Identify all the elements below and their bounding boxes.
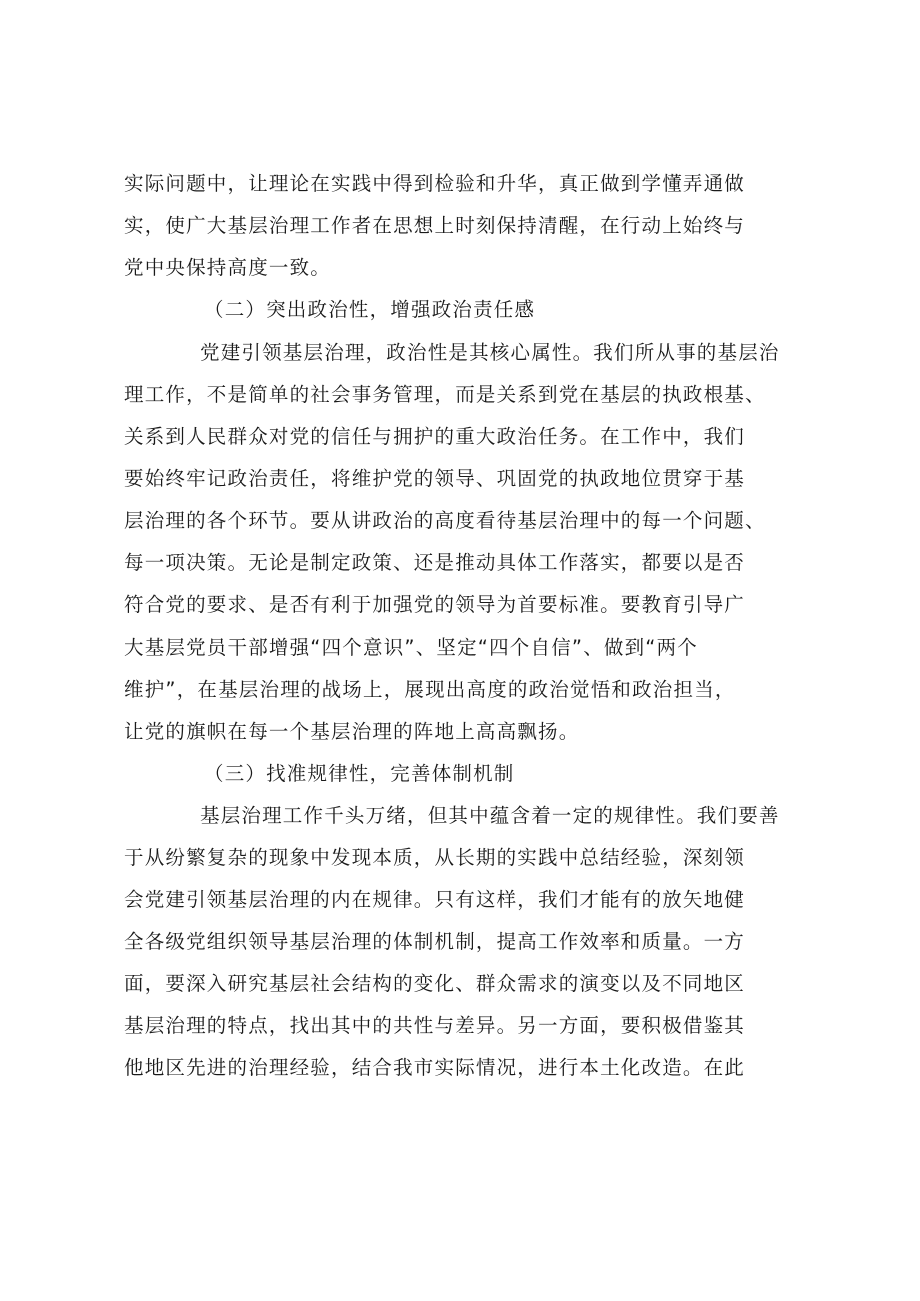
body-text-line: 符合党的要求、是否有利于加强党的领导为首要标准。要教育引导广 — [124, 593, 746, 616]
body-text-line: 大基层党员干部增强“四个意识”、坚定“四个自信”、做到“两个 — [124, 636, 699, 659]
section-heading-3: （三）找准规律性，完善体制机制 — [204, 762, 515, 785]
body-text-line: 于从纷繁复杂的现象中发现本质，从长期的实践中总结经验，深刻领 — [124, 846, 746, 869]
body-text-line: 基层治理的特点，找出其中的共性与差异。另一方面，要积极借鉴其 — [124, 1014, 746, 1037]
body-text-line: 实际问题中，让理论在实践中得到检验和升华，真正做到学懂弄通做 — [124, 172, 746, 195]
body-text-line: 每一项决策。无论是制定政策、还是推动具体工作落实，都要以是否 — [124, 551, 746, 574]
body-text-line: 维护”，在基层治理的战场上，展现出高度的政治觉悟和政治担当， — [124, 678, 736, 701]
body-text-line: 关系到人民群众对党的信任与拥护的重大政治任务。在工作中，我们 — [124, 425, 746, 448]
body-text-line: 实，使广大基层治理工作者在思想上时刻保持清醒，在行动上始终与 — [124, 214, 746, 237]
paragraph-first-line: 党建引领基层治理，政治性是其核心属性。我们所从事的基层治 — [200, 341, 780, 364]
body-text-line: 理工作，不是简单的社会事务管理，而是关系到党在基层的执政根基、 — [124, 383, 766, 406]
section-heading-2: （二）突出政治性，增强政治责任感 — [204, 298, 536, 321]
body-text-line: 会党建引领基层治理的内在规律。只有这样，我们才能有的放矢地健 — [124, 888, 746, 911]
body-text-line: 让党的旗帜在每一个基层治理的阵地上高高飘扬。 — [124, 720, 580, 743]
body-text-line: 层治理的各个环节。要从讲政治的高度看待基层治理中的每一个问题、 — [124, 509, 766, 532]
body-text-line: 面，要深入研究基层社会结构的变化、群众需求的演变以及不同地区 — [124, 972, 746, 995]
body-text-line: 党中央保持高度一致。 — [124, 256, 332, 279]
paragraph-first-line: 基层治理工作千头万绪，但其中蕴含着一定的规律性。我们要善 — [200, 804, 780, 827]
body-text-line: 他地区先进的治理经验，结合我市实际情况，进行本土化改造。在此 — [124, 1056, 746, 1079]
body-text-line: 全各级党组织领导基层治理的体制机制，提高工作效率和质量。一方 — [124, 930, 746, 953]
body-text-line: 要始终牢记政治责任，将维护党的领导、巩固党的执政地位贯穿于基 — [124, 467, 746, 490]
